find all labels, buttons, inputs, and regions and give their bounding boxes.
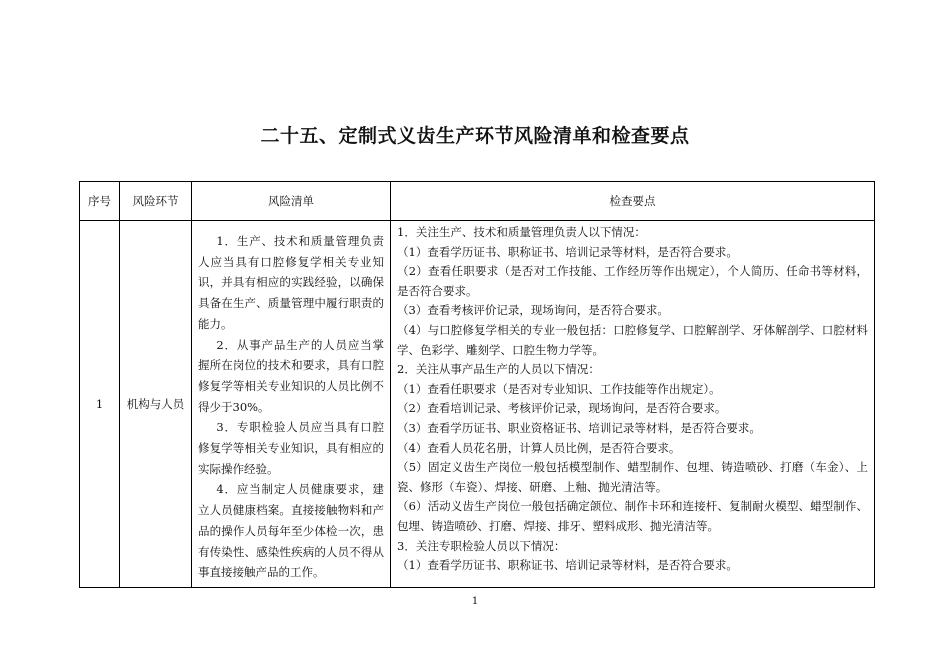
header-risks: 风险清单 <box>192 182 391 221</box>
check-item: （4）与口腔修复学相关的专业一般包括：口腔修复学、口腔解剖学、牙体解剖学、口腔材料学、色彩学、雕刻学、口腔生物力学等。 <box>397 322 868 357</box>
check-item: （2）查看任职要求（是否对工作技能、工作经历等作出规定），个人简历、任命书等材料，是否符合要求。 <box>397 264 868 298</box>
check-item: 3．关注专职检验人员以下情况： <box>397 538 566 553</box>
check-points-cell <box>391 221 875 588</box>
check-item: （5）固定义齿生产岗位一般包括模型制作、蜡型制作、包埋、铸造喷砂、打磨（车金）、上瓷、修形（车瓷）、焊接、研磨、上釉、抛光清洁等。 <box>397 460 868 494</box>
row-number: 1 <box>80 221 120 588</box>
risk-item: 2．从事产品生产的人员应当掌握所在岗位的技术和要求，具有口腔修复学等相关专业知识的人员比例不得少于30%。 <box>198 337 384 414</box>
check-item: （3）查看学历证书、职业资格证书、培训记录等材料，是否符合要求。 <box>397 420 761 435</box>
table-header-row <box>80 182 875 221</box>
check-item: （1）查看任职要求（是否对专业知识、工作技能等作出规定）。 <box>397 381 721 396</box>
risk-checklist-table <box>79 181 875 588</box>
risk-item: 4．应当制定人员健康要求，建立人员健康档案。直接接触物料和产品的操作人员每年至少体检一次，患有传染性、感染性疾病的人员不得从事直接接触产品的工作。 <box>198 482 384 580</box>
check-item: 1．关注生产、技术和质量管理负责人以下情况： <box>397 225 646 239</box>
risk-item: 3．专职检验人员应当具有口腔修复学等相关专业知识，具有相应的实际操作经验。 <box>198 420 384 476</box>
check-item: 2．关注从事产品生产的人员以下情况： <box>397 362 600 377</box>
check-item: （1）查看学历证书、职称证书、培训记录等材料，是否符合要求。 <box>397 244 738 259</box>
risk-stage: 机构与人员 <box>120 221 192 588</box>
risk-list-cell <box>192 221 391 588</box>
check-item: （6）活动义齿生产岗位一般包括确定颌位、制作卡环和连接杆、复制耐火模型、蜡型制作、包埋、铸造喷砂、打磨、焊接、排牙、塑料成形、抛光清洁等。 <box>397 499 868 533</box>
check-item: （4）查看人员花名册，计算人员比例，是否符合要求。 <box>397 440 681 455</box>
header-no: 序号 <box>80 182 120 221</box>
page-title: 二十五、定制式义齿生产环节风险清单和检查要点 <box>260 125 690 147</box>
risk-item: 1．生产、技术和质量管理负责人应当具有口腔修复学相关专业知识，并具有相应的实践经验，以确保具备在生产、质量管理中履行职责的能力。 <box>198 234 384 331</box>
check-item: （3）查看考核评价记录，现场询问，是否符合要求。 <box>397 303 669 318</box>
header-stage: 风险环节 <box>120 182 192 221</box>
check-item: （2）查看培训记录、考核评价记录，现场询问，是否符合要求。 <box>397 401 727 416</box>
table-row <box>80 221 875 588</box>
page-number: 1 <box>471 596 479 607</box>
check-item: （1）查看学历证书、职称证书、培训记录等材料，是否符合要求。 <box>397 558 738 573</box>
header-checks: 检查要点 <box>391 182 875 221</box>
